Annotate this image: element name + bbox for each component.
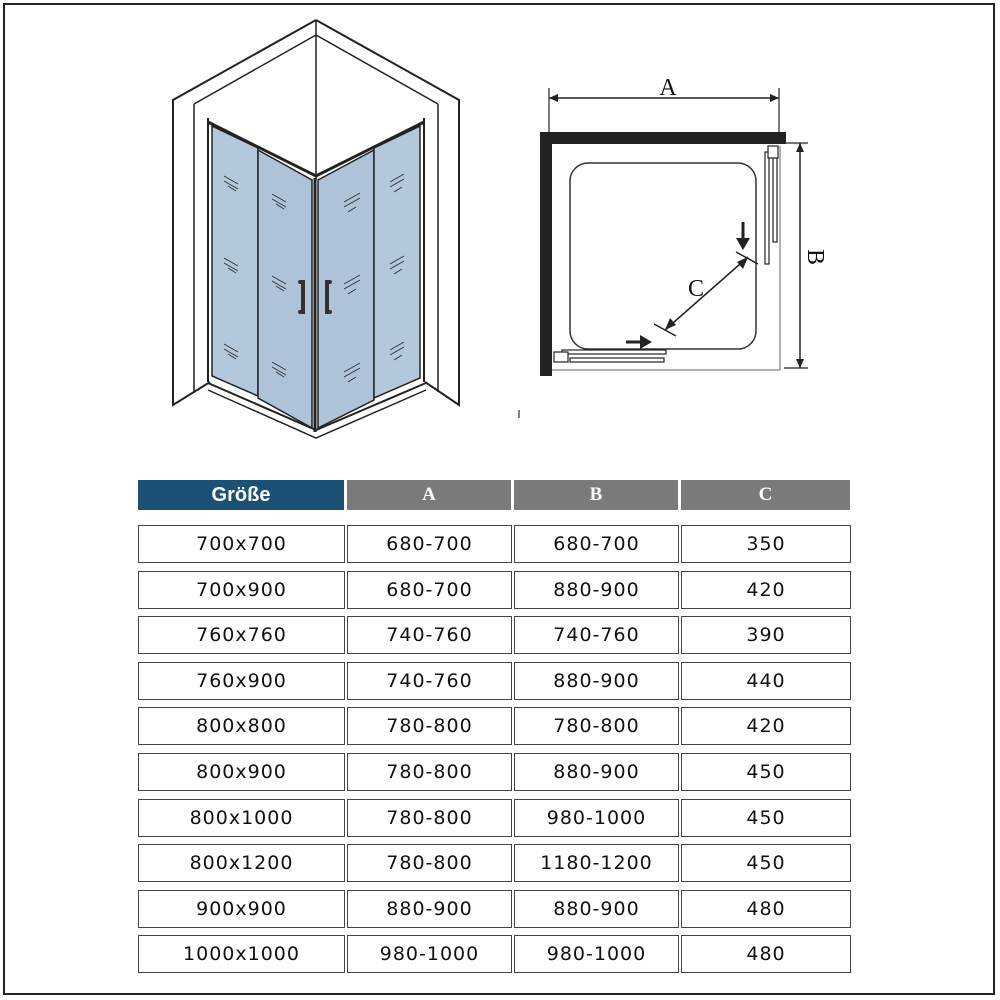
table-cell-size: 800x1000 [138, 799, 345, 837]
dimension-a-label: A [659, 75, 677, 101]
table-header-size: Größe [138, 480, 344, 510]
table-cell-b: 740-760 [514, 616, 679, 654]
table-cell-size: 800x1200 [138, 844, 345, 882]
table-cell-b: 880-900 [514, 890, 679, 928]
table-header-c: C [681, 480, 850, 510]
table-cell-c: 480 [681, 890, 851, 928]
table-cell-b: 980-1000 [514, 935, 679, 973]
shower-tray-outline [570, 163, 756, 349]
table-cell-a: 680-700 [347, 525, 512, 563]
table-cell-b: 780-800 [514, 707, 679, 745]
table-cell-c: 480 [681, 935, 851, 973]
table-cell-c: 420 [681, 707, 851, 745]
table-cell-c: 350 [681, 525, 851, 563]
table-cell-a: 780-800 [347, 707, 512, 745]
table-cell-size: 700x700 [138, 525, 345, 563]
wall-left [540, 132, 552, 376]
table-cell-c: 390 [681, 616, 851, 654]
table-cell-c: 450 [681, 753, 851, 791]
table-cell-a: 780-800 [347, 844, 512, 882]
table-cell-b: 680-700 [514, 525, 679, 563]
table-header-b: B [514, 480, 678, 510]
illustration [0, 0, 1000, 470]
table-cell-b: 880-900 [514, 753, 679, 791]
table-cell-a: 980-1000 [347, 935, 512, 973]
table-cell-c: 450 [681, 844, 851, 882]
plan-view [519, 75, 828, 418]
table-cell-b: 880-900 [514, 662, 679, 700]
arrow-down-icon [736, 222, 750, 250]
arrow-right-icon [626, 335, 652, 349]
table-cell-size: 760x760 [138, 616, 345, 654]
table-cell-b: 880-900 [514, 571, 679, 609]
table-cell-b: 980-1000 [514, 799, 679, 837]
table-cell-b: 1180-1200 [514, 844, 679, 882]
table-cell-a: 740-760 [347, 662, 512, 700]
dimension-b-label: B [802, 248, 828, 266]
table-cell-c: 420 [681, 571, 851, 609]
table-cell-size: 1000x1000 [138, 935, 345, 973]
table-cell-size: 800x900 [138, 753, 345, 791]
table-cell-c: 440 [681, 662, 851, 700]
wall-top [540, 132, 786, 144]
table-cell-size: 800x800 [138, 707, 345, 745]
table-header-a: A [347, 480, 511, 510]
table-cell-size: 700x900 [138, 571, 345, 609]
table-cell-a: 680-700 [347, 571, 512, 609]
table-cell-size: 760x900 [138, 662, 345, 700]
glass-panel-right-fixed [374, 126, 420, 398]
table-cell-a: 780-800 [347, 753, 512, 791]
table-cell-size: 900x900 [138, 890, 345, 928]
table-cell-a: 780-800 [347, 799, 512, 837]
table-cell-a: 740-760 [347, 616, 512, 654]
table-cell-c: 450 [681, 799, 851, 837]
dimension-c-label: C [687, 276, 705, 302]
table-cell-a: 880-900 [347, 890, 512, 928]
